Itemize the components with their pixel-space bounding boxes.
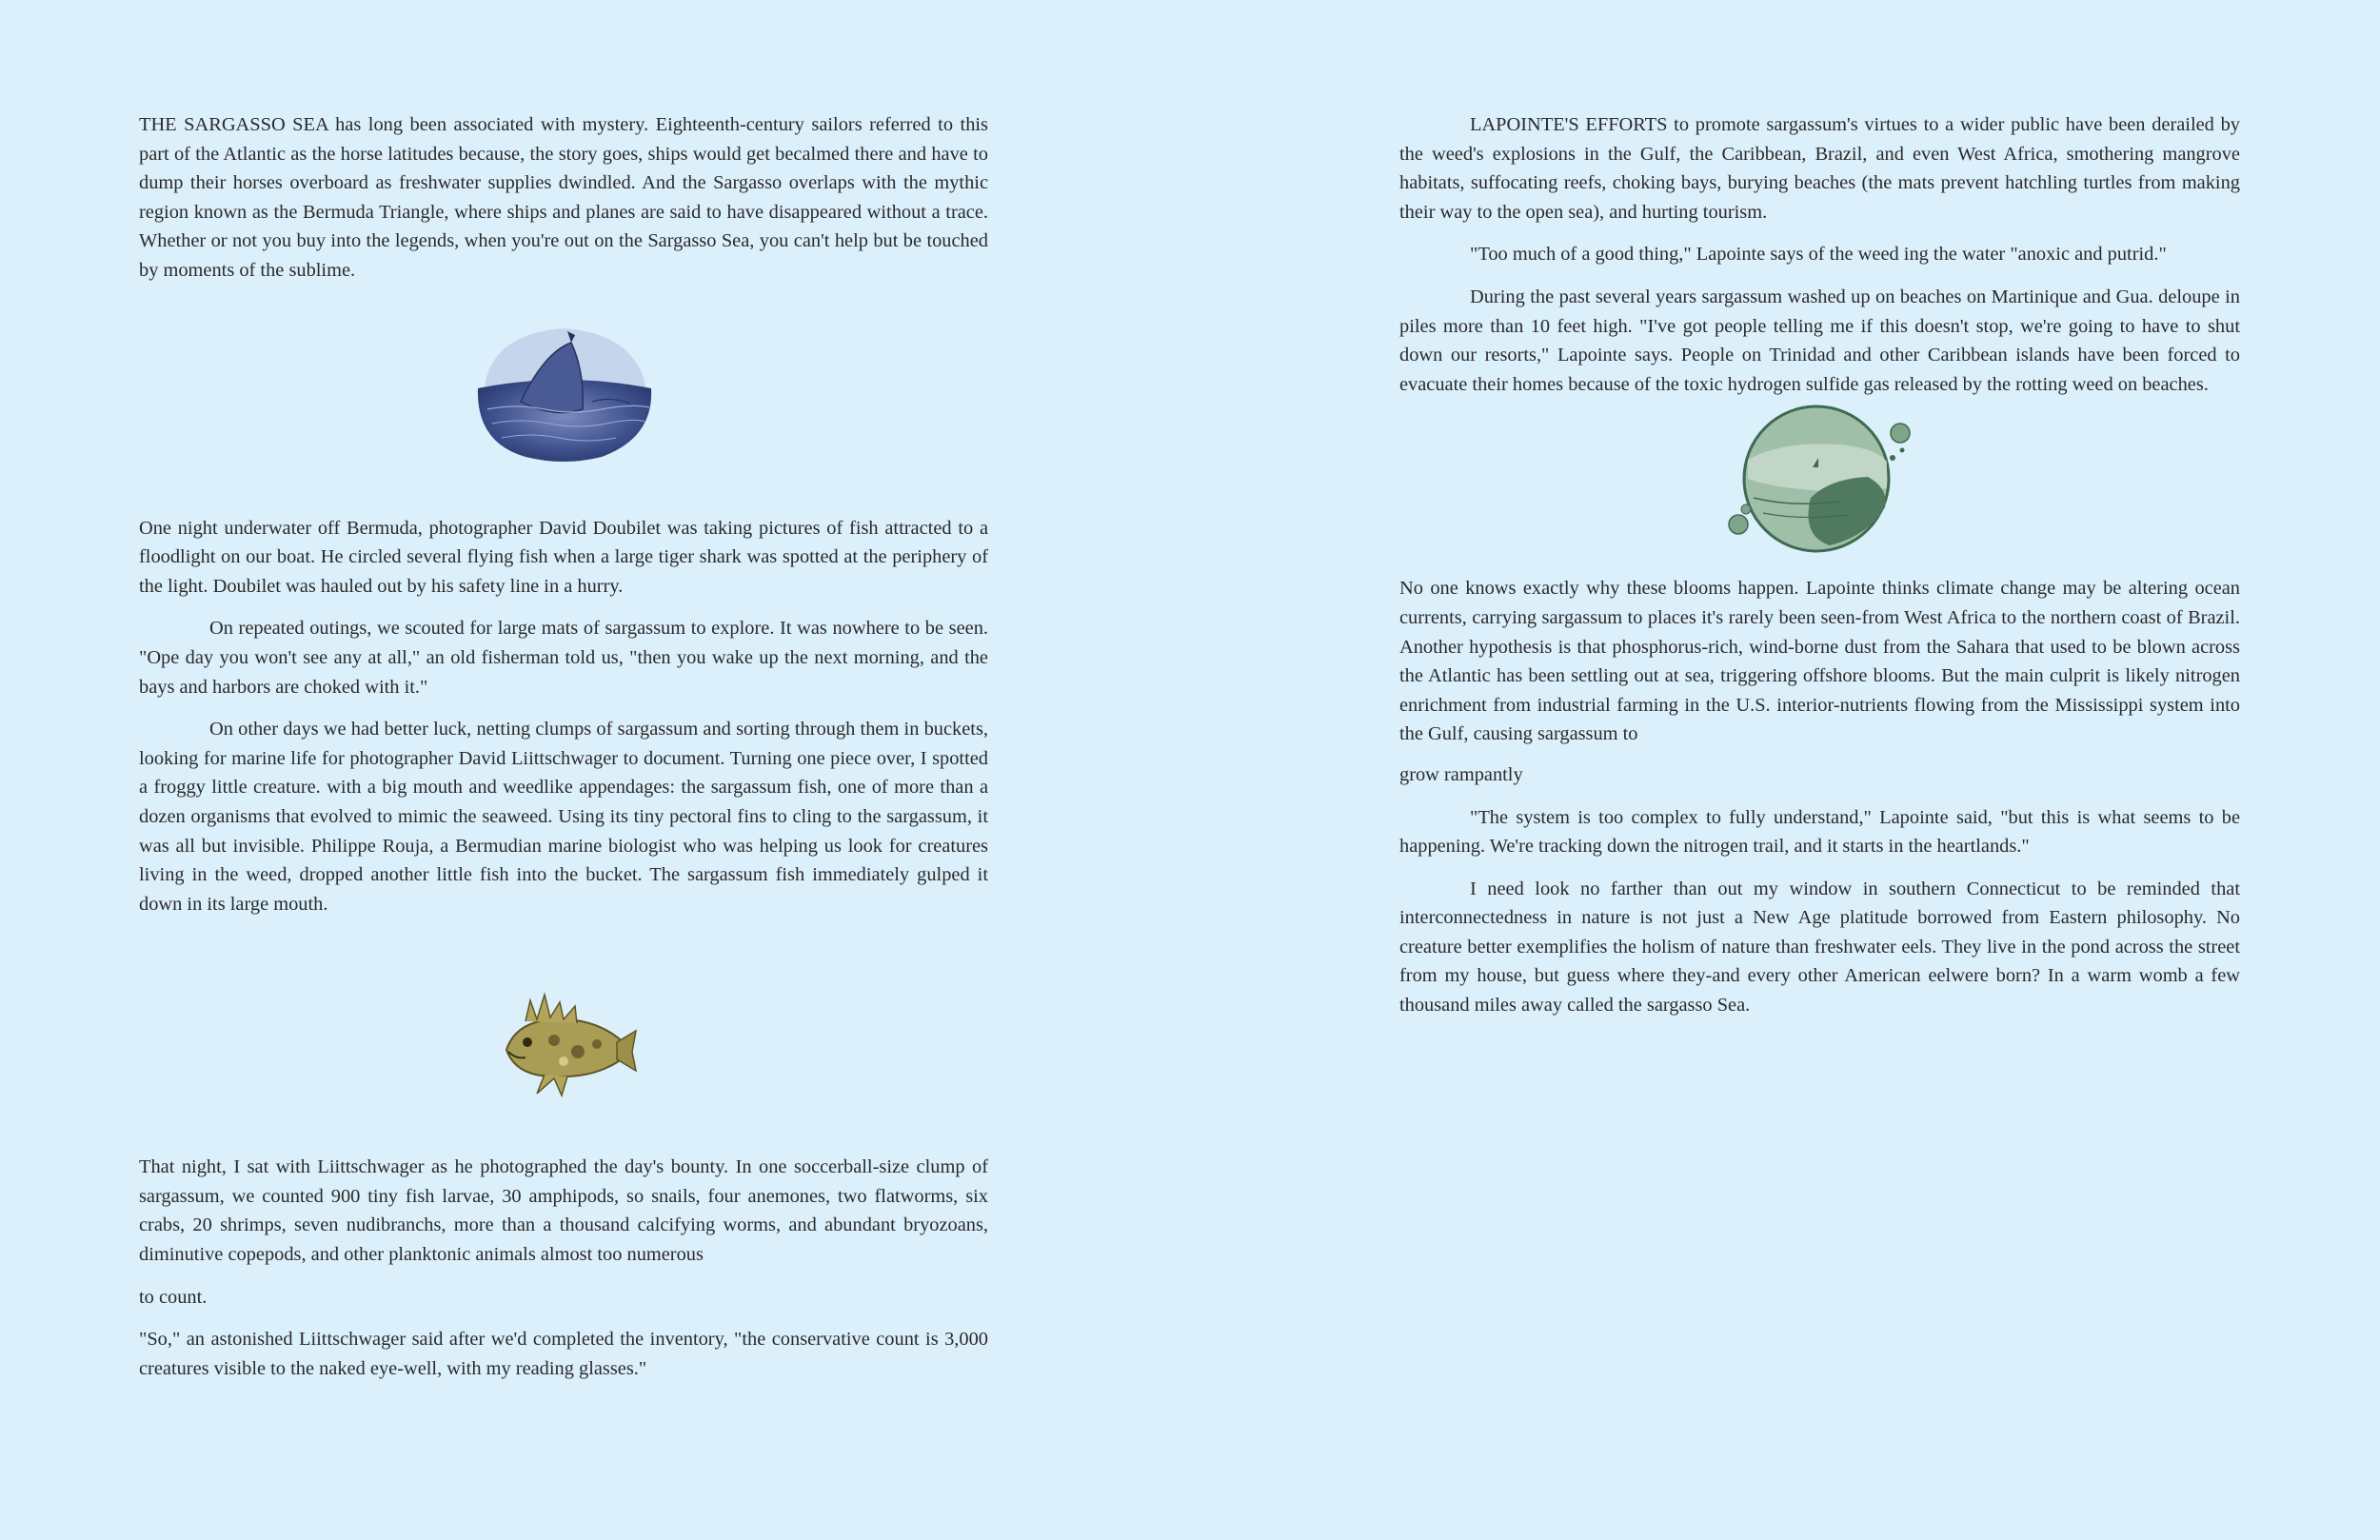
intro-paragraph: THE SARGASSO SEA has long been associated with mystery. Eighteenth-century sailors referred to this part of the Atlantic as the horse latitudes because, the story goes, ships would get becalmed there and have to dump their horses overboard as freshwater supplies dwindled. And the Sargasso overlaps with the mythic region known as the Bermuda Triangle, where ships and planes are said to have disappeared without a trace. Whether or not you buy into the legends, when you're out on the Sargasso Sea, you can't help but be touched by moments of the sublime. [139,114,988,281]
paragraph-doubilet: One night underwater off Bermuda, photographer David Doubilet was taking pictures of fish attracted to a floodlight on our boat. He circled several flying fish when a large tiger shark was spotted at the periphery of the light. Doubilet was hauled out by his safety line in a hurry. [139,517,988,597]
paragraph-grow-rampantly: grow rampantly [1399,763,1523,785]
paragraph-blooms: No one knows exactly why these blooms happen. Lapointe thinks climate change may be altering ocean currents, carrying sargassum to places it's rarely been seen-from West Africa to the northern coast of Brazil. Another hypothesis is that phosphorus-rich, wind-borne dust from the Sahara that used to be blown across the Atlantic has been settling out at sea, triggering offshore blooms. But the main culprit is likely nitrogen enrichment from industrial farming in the U.S. interior-nutrients flowing from the Mississippi system into the Gulf, causing sargassum to [1399,578,2240,745]
paragraph-too-much: "Too much of a good thing," Lapointe says of the weed ing the water "anoxic and putrid." [1470,244,2167,266]
paragraph-to-count: to count. [139,1286,208,1308]
paragraph-better-luck: On other days we had better luck, netting clumps of sargassum and sorting through them in buckets, looking for marine life for photographer David Liittschwager to document. Turning one piece over, I spotted a froggy little creature. with a big mouth and weedlike appendages: the sargassum fish, one of more than a dozen organisms that evolved to mimic the seaweed. Using its tiny pectoral fins to cling to the sargassum, it was all but invisible. Philippe Rouja, a Bermudian marine biologist who was helping us look for creatures living in the weed, dropped another little fish into the bucket. The sargassum fish immediately gulped it down in its large mouth. [139,719,988,915]
paragraph-martinique: During the past several years sargassum washed up on beaches on Martinique and Gua. deloupe in piles more than 10 feet high. "I've got people telling me if this doesn't stop, we're going to have to shut down our resorts," Lapointe says. People on Trinidad and other Caribbean islands have been forced to evacuate their homes because of the toxic hydrogen sulfide gas released by the rotting weed on beaches. [1399,286,2240,395]
right-column [1399,110,2240,1034]
paragraph-lapointe-efforts: LAPOINTE'S EFFORTS to promote sargassum's virtues to a wider public have been derailed by the weed's explosions in the Gulf, the Caribbean, Brazil, and even West Africa, smothering mangrove habitats, suffocating reefs, choking bays, burying beaches (the mats prevent hatchling turtles from making their way to the open sea), and hurting tourism. [1399,114,2240,223]
paragraph-that-night: That night, I sat with Liittschwager as he photographed the day's bounty. In one soccerball-size clump of sargassum, we counted 900 tiny fish larvae, 30 amphipods, so snails, four anemones, two flatworms, six crabs, 20 shrimps, seven nudibranchs, more than a thousand calcifying worms, and abundant bryozoans, diminutive copepods, and other planktonic animals almost too numerous [139,1156,988,1266]
sargassum-fish-illustration [487,983,640,1097]
whale-illustration [468,314,659,466]
paragraph-system-complex: "The system is too complex to fully understand," Lapointe said, "but this is what seems to be happening. We're tracking down the nitrogen trail, and it starts in the heartlands." [1399,806,2240,858]
left-column [139,110,988,1396]
globe-illustration [1725,403,1915,555]
paragraph-my-window: I need look no farther than out my window in southern Connecticut to be reminded that interconnectedness in nature is not just a New Age platitude borrowed from Eastern philosophy. No creature better exemplifies the holism of nature than freshwater eels. They live in the pond across the street from my house, but guess where they-and every other American eelwere born? In a warm womb a few thousand miles away called the sargasso Sea. [1399,878,2240,1017]
paragraph-outings: On repeated outings, we scouted for large mats of sargassum to explore. It was nowhere to be seen. "Ope day you won't see any at all," an old fisherman told us, "then you wake up the next morning, and the bays and harbors are choked with it." [139,618,988,698]
paragraph-so-quote: "So," an astonished Liittschwager said after we'd completed the inventory, "the conservative count is 3,000 creatures visible to the naked eye-well, with my reading glasses." [139,1329,988,1379]
